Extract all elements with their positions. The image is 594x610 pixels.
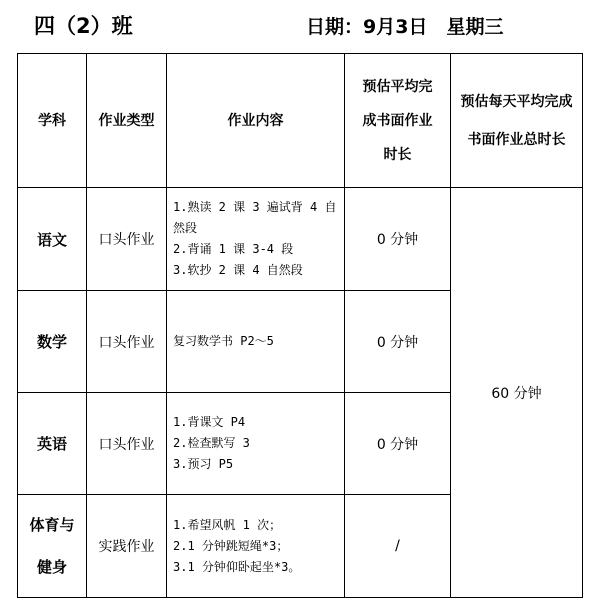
col-header-total-line: 书面作业总时长 [467, 131, 566, 148]
subject-cell: 数学 [18, 291, 87, 393]
time-cell: 0 分钟 [345, 291, 451, 393]
col-header-est-time-line: 时长 [383, 146, 412, 163]
content-line: 3.1 分钟仰卧起坐*3。 [173, 559, 301, 574]
subject-line: 体育与 [29, 516, 75, 534]
subject-cell: 英语 [18, 393, 87, 495]
content-line: 2.检查默写 3 [173, 436, 250, 450]
content-line: 2.背诵 1 课 3-4 段 [173, 242, 294, 256]
content-line: 1.希望风帆 1 次； [173, 517, 282, 532]
col-header-est-time-line: 预估平均完 [362, 78, 433, 95]
subject-cell [18, 495, 87, 598]
content-line: 3.软抄 2 课 4 自然段 [173, 263, 303, 277]
type-cell: 口头作业 [87, 188, 167, 291]
col-header-subject: 学科 [18, 54, 87, 188]
col-header-total [451, 54, 583, 188]
class-name: 四（2）班 [34, 14, 133, 38]
date-label: 日期：9月3日 星期三 [306, 16, 504, 38]
page-header [0, 6, 594, 46]
col-header-total-line: 预估每天平均完成 [460, 93, 573, 110]
content-line: 复习数学书 P2～5 [173, 334, 274, 348]
time-cell: / [345, 495, 451, 598]
content-cell [167, 495, 345, 598]
homework-table [17, 53, 583, 598]
content-cell [167, 291, 345, 393]
col-header-content: 作业内容 [167, 54, 345, 188]
content-cell [167, 393, 345, 495]
col-header-type: 作业类型 [87, 54, 167, 188]
content-line: 2.1 分钟跳短绳*3； [173, 538, 289, 553]
type-cell: 口头作业 [87, 393, 167, 495]
subject-cell: 语文 [18, 188, 87, 291]
content-line: 3.预习 P5 [173, 457, 234, 471]
total-time-cell: 60 分钟 [451, 188, 583, 598]
content-cell [167, 188, 345, 291]
header-row [18, 54, 583, 188]
content-line: 1.背课文 P4 [173, 415, 246, 429]
table-row-chinese [18, 188, 583, 291]
col-header-est-time-line: 成书面作业 [362, 112, 433, 129]
time-cell: 0 分钟 [345, 188, 451, 291]
type-cell: 口头作业 [87, 291, 167, 393]
subject-line: 健身 [36, 558, 67, 576]
col-header-est-time [345, 54, 451, 188]
type-cell: 实践作业 [87, 495, 167, 598]
content-line: 1.熟读 2 课 3 遍试背 4 自然段 [173, 200, 337, 235]
time-cell: 0 分钟 [345, 393, 451, 495]
